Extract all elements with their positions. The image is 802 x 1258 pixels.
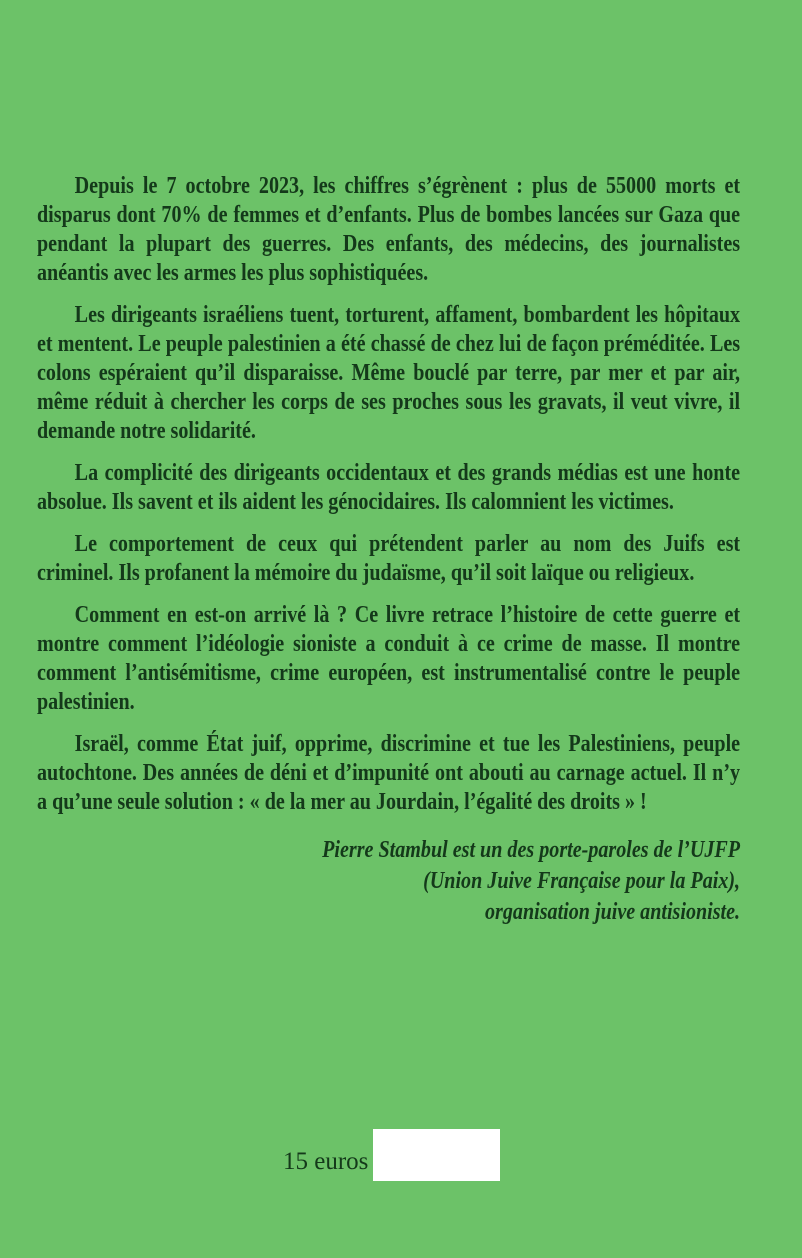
barcode-placeholder [373,1129,500,1181]
back-cover-text [37,172,740,928]
paragraph-conclusion: Israël, comme État juif, opprime, discrimine et tue les Palestiniens, peuple autochtone. Des années de déni et d’impunité ont abouti au carnage actuel. Il n’y a qu’une seule solution : « de la mer au Jourdain, l’égalité des droits » ! [37,731,741,815]
paragraph-complicity: La complicité des dirigeants occidentaux et des grands médias est une honte absolue. Ils savent et ils aident les génocidaires. Ils calomnient les victimes. [37,460,741,515]
paragraph-book-summary: Comment en est-on arrivé là ? Ce livre retrace l’histoire de cette guerre et montre comment l’idéologie sioniste a conduit à ce crime de masse. Il montre comment l’antisémitisme, crime européen, est instrumentalisé contre le peuple palestinien. [37,602,741,715]
paragraph-casualties: Depuis le 7 octobre 2023, les chiffres s’égrènent : plus de 55000 morts et disparus dont 70% de femmes et d’enfants. Plus de bombes lancées sur Gaza que pendant la plupart des guerres. Des enfants, des médecins, des journalistes anéantis avec les armes les plus sophistiquées. [37,173,741,286]
author-note [37,835,740,928]
author-note-line: Pierre Stambul est un des porte-paroles de l’UJFP [322,837,741,863]
paragraph-leaders: Les dirigeants israéliens tuent, torturent, affament, bombardent les hôpitaux et mentent. Le peuple palestinien a été chassé de chez lui de façon préméditée. Les colons espéraient qu’il disparaisse. Même bouclé par terre, par mer et par air, même réduit à chercher les corps de ses proches sous les gravats, il veut vivre, il demande notre solidarité. [37,302,741,444]
author-note-line: organisation juive antisioniste. [485,899,741,925]
author-note-line: (Union Juive Française pour la Paix), [423,868,741,894]
paragraph-behaviour: Le comportement de ceux qui prétendent parler au nom des Juifs est criminel. Ils profanent la mémoire du judaïsme, qu’il soit laïque ou religieux. [37,531,741,586]
price-label: 15 euros [283,1148,369,1175]
